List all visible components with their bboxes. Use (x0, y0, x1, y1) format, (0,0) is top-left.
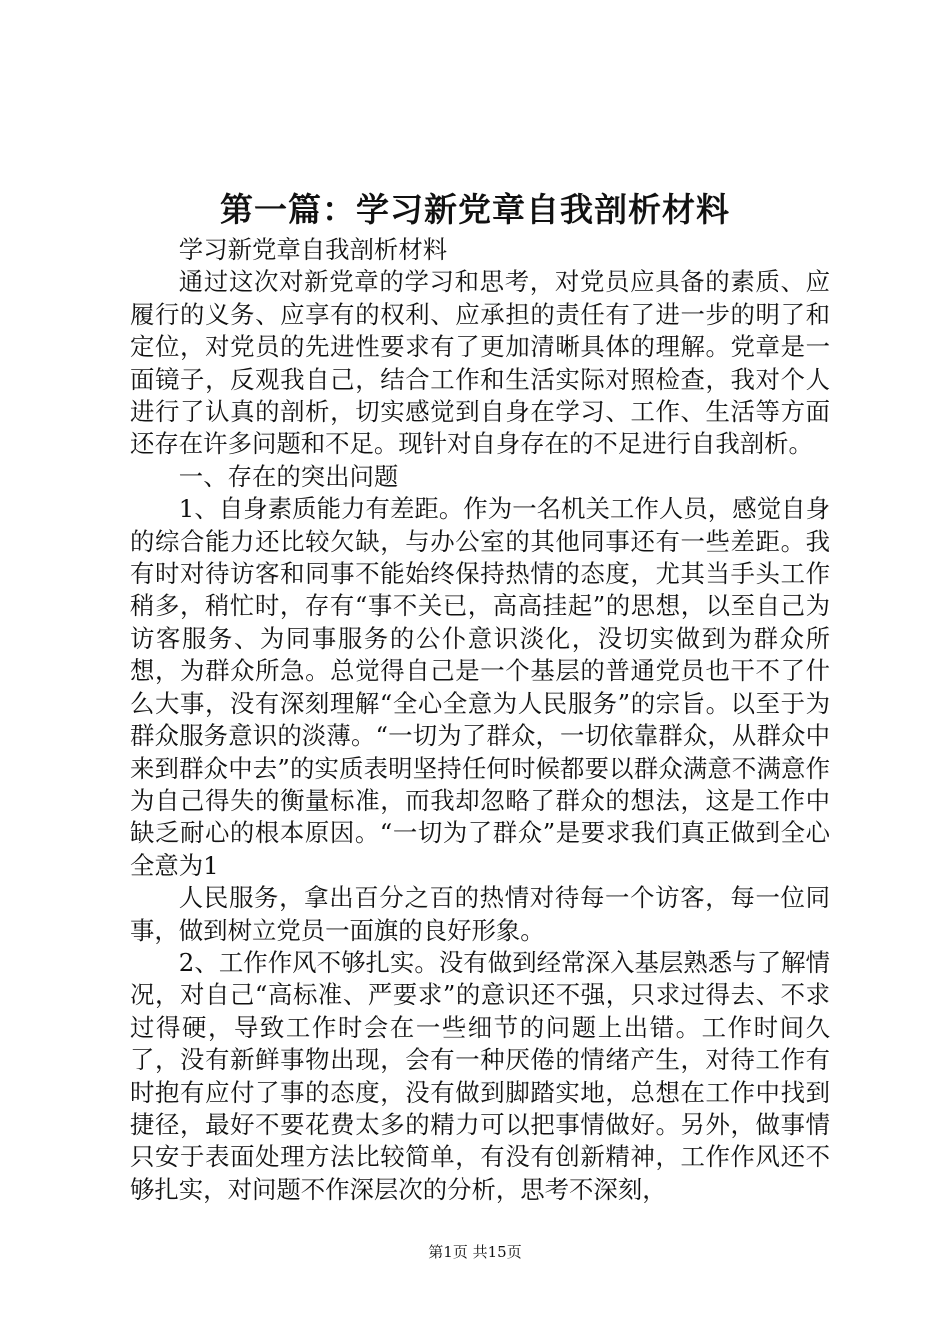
document-body (130, 234, 830, 1206)
paragraph-item-1: 1、自身素质能力有差距。作为一名机关工作人员，感觉自身的综合能力还比较欠缺，与办公室的其他同事还有一些差距。我有时对待访客和同事不能始终保持热情的态度，尤其当手头工作稍多，稍忙时，存有“事不关已，高高挂起”的思想，以至自己为访客服务、为同事服务的公仆意识淡化，没切实做到为群众所想，为群众所急。总觉得自己是一个基层的普通党员也干不了什么大事，没有深刻理解“全心全意为人民服务”的宗旨。以至于为群众服务意识的淡薄。“一切为了群众，一切依靠群众，从群众中来到群众中去”的实质表明坚持任何时候都要以群众满意不满意作为自己得失的衡量标准，而我却忽略了群众的想法，这是工作中缺乏耐心的根本原因。“一切为了群众”是要求我们真正做到全心全意为1 (130, 494, 830, 880)
section-heading: 一、存在的突出问题 (178, 461, 399, 491)
paragraph-item-2: 2、工作作风不够扎实。没有做到经常深入基层熟悉与了解情况，对自己“高标准、严要求”的意识还不强，只求过得去、不求过得硬，导致工作时会在一些细节的问题上出错。工作时间久了，没有新鲜事物出现，会有一种厌倦的情绪产生，对待工作有时抱有应付了事的态度，没有做到脚踏实地，总想在工作中找到捷径，最好不要花费太多的精力可以把事情做好。另外，做事情只安于表面处理方法比较简单，有没有创新精神，工作作风还不够扎实，对问题不作深层次的分析，思考不深刻， (130, 947, 830, 1204)
page-number: 第1页 共15页 (428, 1243, 522, 1261)
paragraph-item-1-continued: 人民服务，拿出百分之百的热情对待每一个访客，每一位同事，做到树立党员一面旗的良好形象。 (130, 883, 830, 945)
paragraph-intro: 通过这次对新党章的学习和思考，对党员应具备的素质、应履行的义务、应享有的权利、应承担的责任有了进一步的明了和定位，对党员的先进性要求有了更加清晰具体的理解。党章是一面镜子，反观我自己，结合工作和生活实际对照检查，我对个人进行了认真的剖析，切实感觉到自身在学习、工作、生活等方面还存在许多问题和不足。现针对自身存在的不足进行自我剖析。 (130, 267, 830, 459)
document-title: 第一篇：学习新党章自我剖析材料 (220, 190, 730, 229)
paragraph-subtitle: 学习新党章自我剖析材料 (178, 235, 448, 264)
